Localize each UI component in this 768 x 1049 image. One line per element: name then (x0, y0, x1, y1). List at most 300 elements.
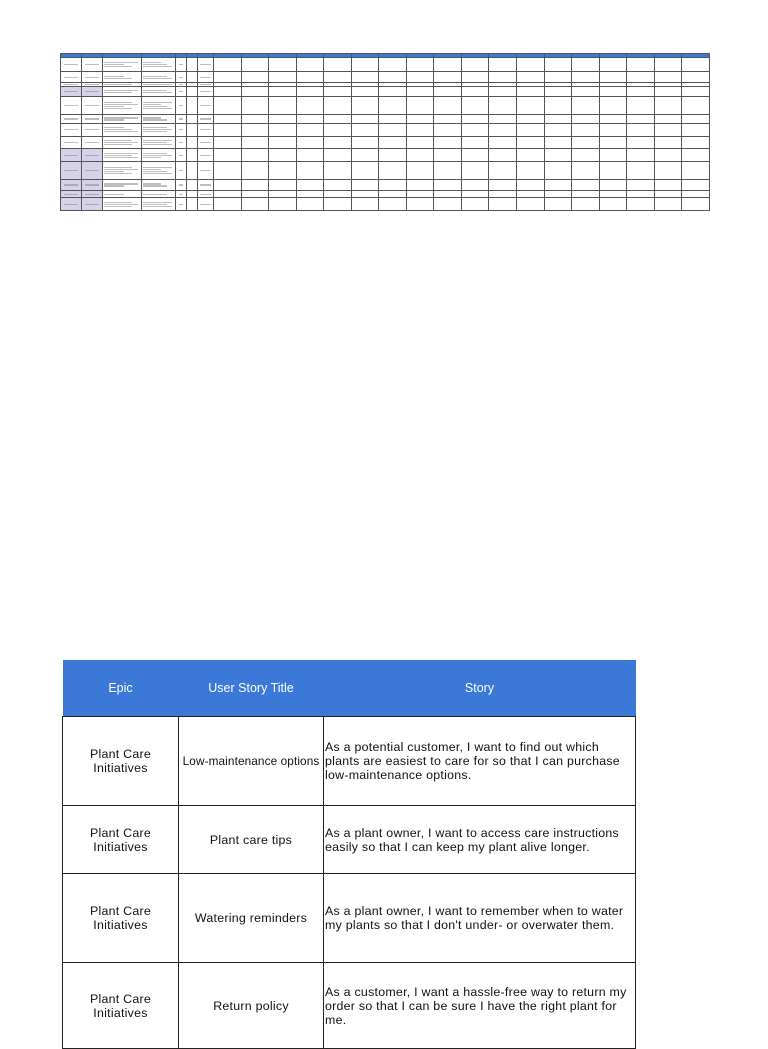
thumbnail-text-line (143, 194, 167, 195)
thumbnail-text-line (64, 84, 78, 85)
thumbnail-cell (176, 198, 187, 211)
thumbnail-cell (517, 162, 545, 180)
thumbnail-cell (198, 58, 214, 72)
thumbnail-cell (324, 72, 352, 82)
thumbnail-row (61, 97, 710, 115)
thumbnail-text-line (143, 173, 172, 174)
thumbnail-cell (241, 97, 269, 115)
thumbnail-cell (406, 191, 434, 198)
thumbnail-text-line (85, 118, 99, 119)
thumbnail-cell (489, 198, 517, 211)
thumbnail-cell (627, 179, 655, 190)
thumbnail-cell (198, 124, 214, 136)
thumbnail-cell (599, 191, 627, 198)
thumbnail-text-line (104, 131, 138, 132)
thumbnail-text-line (104, 144, 132, 145)
thumbnail-cell (296, 198, 324, 211)
thumbnail-text-line (179, 118, 183, 119)
thumbnail-cell (351, 148, 379, 161)
thumbnail-cell (296, 86, 324, 96)
thumbnail-cell (434, 162, 462, 180)
user-story-table (62, 660, 636, 1049)
thumbnail-cell (82, 114, 103, 123)
thumbnail-cell (572, 58, 600, 72)
thumbnail-cell (517, 136, 545, 148)
thumbnail-cell (627, 124, 655, 136)
thumbnail-cell (214, 191, 242, 198)
thumbnail-cell (489, 162, 517, 180)
thumbnail-cell (599, 114, 627, 123)
thumbnail-cell (434, 58, 462, 72)
thumbnail-text-line (64, 142, 78, 143)
story-cell: As a plant owner, I want to remember when to water my plants so that I don't under- or overwater them. (324, 874, 636, 963)
thumbnail-cell (61, 124, 82, 136)
thumbnail-cell (269, 72, 297, 82)
thumbnail-cell (351, 191, 379, 198)
thumbnail-cell (489, 86, 517, 96)
thumbnail-cell (142, 124, 176, 136)
thumbnail-cell (82, 86, 103, 96)
thumbnail-text-line (64, 170, 78, 171)
thumbnail-text-line (85, 194, 99, 195)
thumbnail-text-line (200, 84, 211, 85)
thumbnail-cell (324, 124, 352, 136)
thumbnail-cell (406, 86, 434, 96)
thumbnail-cell (599, 58, 627, 72)
thumbnail-cell (379, 58, 407, 72)
thumbnail-cell (142, 148, 176, 161)
thumbnail-cell (187, 148, 198, 161)
thumbnail-cell (198, 198, 214, 211)
thumbnail-cell (544, 124, 572, 136)
thumbnail-text-line (143, 157, 161, 158)
thumbnail-cell (142, 97, 176, 115)
thumbnail-cell (214, 148, 242, 161)
thumbnail-cell (241, 114, 269, 123)
thumbnail-cell (241, 162, 269, 180)
thumbnail-cell (627, 58, 655, 72)
thumbnail-cell (214, 162, 242, 180)
thumbnail-cell (544, 114, 572, 123)
thumbnail-cell (187, 198, 198, 211)
thumbnail-text-line (104, 206, 132, 207)
thumbnail-cell (187, 72, 198, 82)
thumbnail-cell (214, 58, 242, 72)
thumbnail-row (61, 162, 710, 180)
thumbnail-cell (682, 97, 710, 115)
thumbnail-cell (517, 198, 545, 211)
thumbnail-cell (241, 124, 269, 136)
thumbnail-text-line (104, 173, 132, 174)
thumbnail-cell (351, 58, 379, 72)
thumbnail-cell (82, 191, 103, 198)
thumbnail-cell (434, 136, 462, 148)
thumbnail-cell (627, 114, 655, 123)
thumbnail-cell (517, 97, 545, 115)
thumbnail-cell (241, 86, 269, 96)
thumbnail-cell (214, 97, 242, 115)
thumbnail-text-line (104, 78, 132, 79)
thumbnail-cell (351, 114, 379, 123)
thumbnail-cell (572, 124, 600, 136)
thumbnail-cell (61, 148, 82, 161)
thumbnail-text-line (64, 204, 78, 205)
thumbnail-cell (324, 114, 352, 123)
thumbnail-cell (61, 191, 82, 198)
story-cell: As a potential customer, I want to find out which plants are easiest to care for so that I can purchase low-maintenance options. (324, 717, 636, 806)
thumbnail-cell (82, 72, 103, 82)
thumbnail-cell (176, 97, 187, 115)
thumbnail-cell (198, 179, 214, 190)
thumbnail-text-line (85, 91, 99, 92)
thumbnail-text-line (143, 206, 172, 207)
thumbnail-cell (379, 72, 407, 82)
thumbnail-cell (489, 148, 517, 161)
thumbnail-cell (324, 58, 352, 72)
thumbnail-cell (176, 148, 187, 161)
thumbnail-cell (324, 191, 352, 198)
thumbnail-cell (406, 148, 434, 161)
thumbnail-text-line (179, 64, 183, 65)
thumbnail-cell (296, 162, 324, 180)
thumbnail-cell (517, 179, 545, 190)
thumbnail-cell (517, 58, 545, 72)
thumbnail-cell (379, 136, 407, 148)
thumbnail-cell (214, 86, 242, 96)
thumbnail-row (61, 191, 710, 198)
thumbnail-cell (351, 198, 379, 211)
thumbnail-cell (82, 58, 103, 72)
thumbnail-cell (269, 179, 297, 190)
thumbnail-cell (544, 198, 572, 211)
thumbnail-text-line (179, 77, 183, 78)
thumbnail-text-line (64, 194, 78, 195)
thumbnail-cell (187, 179, 198, 190)
thumbnail-cell (406, 136, 434, 148)
thumbnail-text-line (85, 64, 99, 65)
thumbnail-cell (572, 114, 600, 123)
thumbnail-cell (406, 179, 434, 190)
thumbnail-cell (599, 97, 627, 115)
thumbnail-cell (544, 72, 572, 82)
thumbnail-cell (489, 191, 517, 198)
thumbnail-cell (434, 124, 462, 136)
thumbnail-cell (572, 179, 600, 190)
thumbnail-text-line (85, 84, 99, 85)
column-header-story: Story (324, 660, 636, 717)
thumbnail-cell (351, 72, 379, 82)
thumbnail-cell (682, 198, 710, 211)
thumbnail-cell (599, 162, 627, 180)
thumbnail-cell (489, 58, 517, 72)
thumbnail-cell (198, 148, 214, 161)
thumbnail-cell (324, 136, 352, 148)
thumbnail-cell (544, 86, 572, 96)
thumbnail-cell (544, 179, 572, 190)
thumbnail-cell (517, 191, 545, 198)
thumbnail-cell (461, 97, 489, 115)
thumbnail-cell (142, 114, 176, 123)
thumbnail-row (61, 148, 710, 161)
thumbnail-cell (82, 97, 103, 115)
thumbnail-cell (269, 86, 297, 96)
thumbnail-cell (517, 124, 545, 136)
thumbnail-cell (103, 114, 142, 123)
thumbnail-cell (599, 124, 627, 136)
thumbnail-cell (682, 162, 710, 180)
thumbnail-cell (269, 162, 297, 180)
thumbnail-cell (406, 72, 434, 82)
thumbnail-cell (627, 97, 655, 115)
thumbnail-cell (572, 191, 600, 198)
thumbnail-cell (406, 97, 434, 115)
thumbnail-cell (682, 148, 710, 161)
thumbnail-cell (82, 162, 103, 180)
thumbnail-text-line (64, 64, 78, 65)
thumbnail-cell (176, 136, 187, 148)
title-cell: Plant care tips (179, 806, 324, 874)
thumbnail-cell (103, 198, 142, 211)
thumbnail-text-line (64, 155, 78, 156)
thumbnail-text-line (143, 108, 172, 109)
thumbnail-cell (214, 179, 242, 190)
thumbnail-cell (296, 179, 324, 190)
thumbnail-cell (406, 58, 434, 72)
thumbnail-cell (324, 198, 352, 211)
thumbnail-cell (296, 136, 324, 148)
thumbnail-text-line (85, 184, 99, 185)
thumbnail-cell (517, 114, 545, 123)
thumbnail-cell (544, 162, 572, 180)
table-row (63, 874, 636, 963)
thumbnail-row (61, 198, 710, 211)
thumbnail-cell (187, 86, 198, 96)
thumbnail-cell (351, 86, 379, 96)
thumbnail-cell (461, 179, 489, 190)
thumbnail-cell (61, 86, 82, 96)
thumbnail-row (61, 114, 710, 123)
thumbnail-cell (599, 72, 627, 82)
thumbnail-cell (187, 136, 198, 148)
thumbnail-cell (269, 136, 297, 148)
thumbnail-cell (461, 162, 489, 180)
thumbnail-cell (627, 86, 655, 96)
thumbnail-text-line (200, 155, 211, 156)
thumbnail-cell (682, 58, 710, 72)
thumbnail-text-line (104, 194, 124, 195)
thumbnail-cell (241, 72, 269, 82)
thumbnail-cell (379, 124, 407, 136)
thumbnail-cell (489, 124, 517, 136)
thumbnail-cell (269, 114, 297, 123)
thumbnail-text-line (143, 78, 172, 79)
thumbnail-text-line (143, 84, 172, 85)
thumbnail-text-line (64, 91, 78, 92)
thumbnail-row (61, 179, 710, 190)
thumbnail-cell (379, 179, 407, 190)
thumbnail-text-line (64, 129, 78, 130)
thumbnail-text-line (200, 142, 211, 143)
thumbnail-cell (654, 72, 682, 82)
thumbnail-cell (406, 198, 434, 211)
thumbnail-cell (103, 136, 142, 148)
thumbnail-cell (682, 114, 710, 123)
thumbnail-cell (627, 136, 655, 148)
thumbnail-cell (142, 198, 176, 211)
thumbnail-cell (434, 97, 462, 115)
thumbnail-cell (241, 179, 269, 190)
thumbnail-cell (82, 148, 103, 161)
thumbnail-cell (324, 86, 352, 96)
thumbnail-row (61, 124, 710, 136)
thumbnail-cell (103, 148, 142, 161)
thumbnail-cell (406, 124, 434, 136)
thumbnail-text-line (104, 185, 124, 186)
thumbnail-cell (654, 198, 682, 211)
thumbnail-text-line (179, 129, 183, 130)
thumbnail-cell (351, 179, 379, 190)
thumbnail-cell (461, 58, 489, 72)
story-cell: As a customer, I want a hassle-free way to return my order so that I can be sure I have the right plant for me. (324, 963, 636, 1049)
thumbnail-cell (241, 191, 269, 198)
thumbnail-cell (682, 191, 710, 198)
thumbnail-cell (379, 191, 407, 198)
thumbnail-cell (654, 114, 682, 123)
thumbnail-cell (187, 162, 198, 180)
thumbnail-text-line (104, 119, 124, 120)
thumbnail-cell (296, 124, 324, 136)
thumbnail-text-line (143, 92, 172, 93)
thumbnail-cell (461, 198, 489, 211)
thumbnail-cell (379, 97, 407, 115)
thumbnail-text-line (143, 185, 167, 186)
table-row (63, 963, 636, 1049)
thumbnail-cell (61, 136, 82, 148)
thumbnail-cell (187, 97, 198, 115)
thumbnail-text-line (179, 204, 183, 205)
thumbnail-cell (296, 148, 324, 161)
thumbnail-cell (103, 86, 142, 96)
thumbnail-cell (461, 86, 489, 96)
thumbnail-cell (142, 86, 176, 96)
thumbnail-cell (296, 58, 324, 72)
column-header-user-story-title: User Story Title (179, 660, 324, 717)
thumbnail-cell (324, 148, 352, 161)
thumbnail-cell (103, 58, 142, 72)
thumbnail-cell (214, 124, 242, 136)
thumbnail-cell (599, 86, 627, 96)
thumbnail-cell (269, 58, 297, 72)
thumbnail-cell (269, 124, 297, 136)
thumbnail-cell (103, 179, 142, 190)
story-cell: As a plant owner, I want to access care instructions easily so that I can keep my plant alive longer. (324, 806, 636, 874)
thumbnail-text-line (64, 184, 78, 185)
thumbnail-cell (241, 148, 269, 161)
thumbnail-cell (241, 58, 269, 72)
thumbnail-cell (489, 72, 517, 82)
thumbnail-text-line (85, 105, 99, 106)
thumbnail-cell (198, 162, 214, 180)
thumbnail-cell (103, 97, 142, 115)
thumbnail-text-line (104, 92, 132, 93)
thumbnail-text-line (200, 204, 211, 205)
thumbnail-row (61, 86, 710, 96)
thumbnail-text-line (200, 64, 211, 65)
thumbnail-text-line (64, 77, 78, 78)
thumbnail-cell (544, 148, 572, 161)
thumbnail-cell (61, 198, 82, 211)
thumbnail-cell (572, 198, 600, 211)
thumbnail-text-line (179, 84, 183, 85)
thumbnail-cell (461, 114, 489, 123)
thumbnail-cell (176, 162, 187, 180)
thumbnail-cell (214, 72, 242, 82)
title-cell: Watering reminders (179, 874, 324, 963)
thumbnail-cell (214, 198, 242, 211)
thumbnail-cell (627, 148, 655, 161)
thumbnail-cell (198, 191, 214, 198)
thumbnail-cell (61, 72, 82, 82)
thumbnail-text-line (85, 170, 99, 171)
thumbnail-cell (296, 191, 324, 198)
thumbnail-cell (406, 114, 434, 123)
thumbnail-cell (544, 191, 572, 198)
thumbnail-cell (627, 162, 655, 180)
thumbnail-cell (187, 58, 198, 72)
thumbnail-text-line (200, 91, 211, 92)
thumbnail-cell (434, 191, 462, 198)
thumbnail-cell (654, 191, 682, 198)
thumbnail-cell (434, 148, 462, 161)
thumbnail-cell (682, 136, 710, 148)
thumbnail-cell (187, 114, 198, 123)
thumbnail-cell (572, 136, 600, 148)
thumbnail-cell (351, 162, 379, 180)
thumbnail-cell (103, 162, 142, 180)
thumbnail-text-line (200, 184, 211, 185)
thumbnail-cell (82, 136, 103, 148)
thumbnail-text-line (85, 129, 99, 130)
thumbnail-cell (82, 179, 103, 190)
thumbnail-text-line (104, 84, 132, 85)
thumbnail-cell (176, 114, 187, 123)
thumbnail-cell (296, 114, 324, 123)
thumbnail-cell (434, 86, 462, 96)
thumbnail-cell (489, 179, 517, 190)
thumbnail-cell (176, 72, 187, 82)
thumbnail-cell (379, 114, 407, 123)
thumbnail-text-line (85, 142, 99, 143)
thumbnail-cell (572, 72, 600, 82)
thumbnail-text-line (104, 108, 132, 109)
table-header-row (63, 660, 636, 717)
thumbnail-cell (214, 136, 242, 148)
thumbnail-cell (198, 136, 214, 148)
thumbnail-text-line (200, 194, 211, 195)
thumbnail-text-line (104, 66, 132, 67)
thumbnail-text-line (200, 77, 211, 78)
thumbnail-text-line (85, 77, 99, 78)
thumbnail-cell (176, 58, 187, 72)
thumbnail-cell (269, 148, 297, 161)
title-cell: Low-maintenance options (179, 717, 324, 806)
thumbnail-row (61, 58, 710, 72)
thumbnail-cell (627, 191, 655, 198)
thumbnail-text-line (64, 105, 78, 106)
thumbnail-cell (379, 148, 407, 161)
epic-cell: Plant Care Initiatives (63, 717, 179, 806)
thumbnail-cell (214, 114, 242, 123)
